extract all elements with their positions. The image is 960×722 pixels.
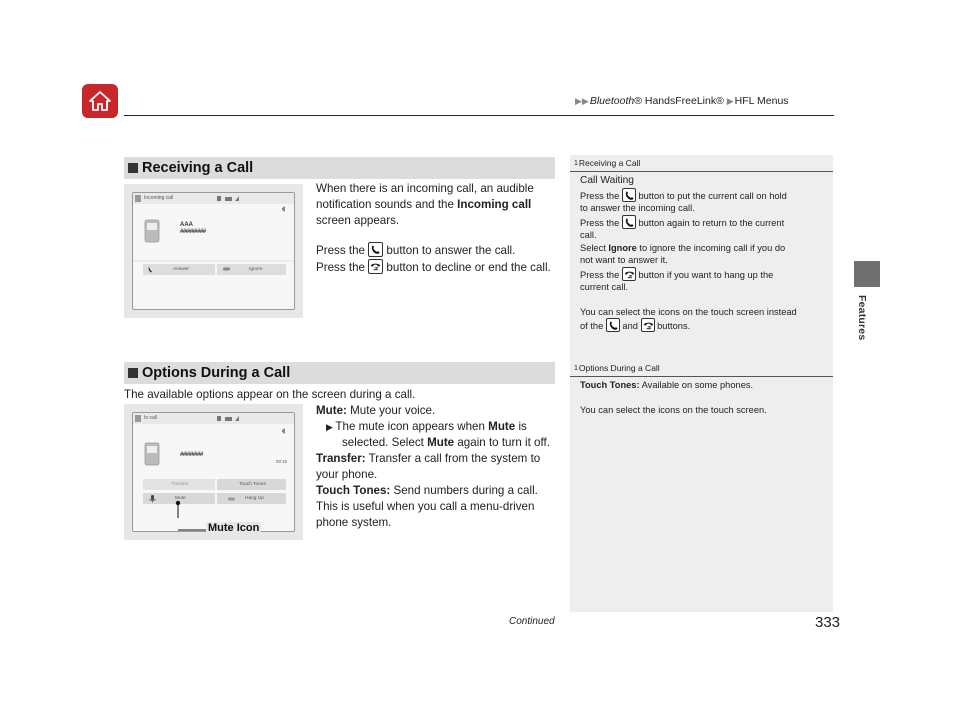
- heading-bullet-icon: [128, 368, 138, 378]
- breadcrumb-handsfreelink: ® HandsFreeLink®: [634, 95, 727, 107]
- hang-up-button-icon: [368, 259, 383, 274]
- phone-status-icon: [217, 416, 221, 421]
- volume-icon: [282, 428, 285, 434]
- options-during-call-title: Options During a Call: [142, 365, 291, 381]
- mute-icon-callout: Mute Icon: [208, 522, 260, 534]
- caller-number: #########: [180, 229, 206, 235]
- transfer-description-cont: your phone.: [316, 468, 378, 481]
- touch-tones-description-cont2: phone system.: [316, 516, 392, 529]
- mute-note-line-2: selected. Select Mute again to turn it off.: [342, 436, 550, 449]
- pick-up-button-icon: [606, 318, 620, 332]
- decline-instruction: Press the button to decline or end the call.: [316, 261, 551, 274]
- note-options-heading: 1Options During a Call: [570, 361, 833, 377]
- incoming-call-screen-art: [133, 193, 294, 309]
- options-during-call-heading: [124, 362, 555, 384]
- breadcrumb: [575, 95, 835, 107]
- receiving-text-line-2: notification sounds and the Incoming call: [316, 198, 532, 211]
- header-divider: [124, 115, 834, 116]
- mute-note-line-1: ▶ The mute icon appears when Mute is: [326, 420, 527, 433]
- note-line: Select Ignore to ignore the incoming call if you do: [580, 242, 786, 253]
- breadcrumb-hfl-menus[interactable]: HFL Menus: [734, 95, 789, 107]
- ignore-label[interactable]: Ignore: [249, 267, 263, 272]
- receiving-call-title: Receiving a Call: [142, 160, 254, 176]
- note-line: Press the button to put the current call on hold: [580, 188, 825, 203]
- answer-instruction: Press the button to answer the call.: [316, 244, 516, 257]
- call-timer: 00:15: [276, 459, 287, 464]
- note-options-body: [580, 379, 825, 416]
- section-tab-marker: [854, 261, 880, 287]
- bluetooth-status-icon: [135, 195, 141, 202]
- note-line: You can select the icons on the touch screen instead: [580, 306, 797, 317]
- incoming-call-screen: [132, 192, 295, 310]
- hang-up-button-icon: [641, 318, 655, 332]
- in-call-title: In call: [144, 415, 158, 421]
- volume-icon: [282, 206, 285, 212]
- answer-label[interactable]: Answer: [173, 267, 189, 272]
- note-line: not want to answer it.: [580, 255, 668, 265]
- pick-up-button-icon: [368, 242, 383, 257]
- mute-description: Mute: Mute your voice.: [316, 404, 436, 417]
- receiving-call-heading: [124, 157, 555, 179]
- incoming-call-term: Incoming call: [457, 198, 532, 211]
- battery-icon: [225, 417, 232, 421]
- options-description: [316, 403, 561, 531]
- continued-label: Continued: [509, 616, 555, 627]
- touch-tones-description-cont: This is useful when you call a menu-driven: [316, 500, 535, 513]
- mute-label[interactable]: Mute: [175, 496, 186, 501]
- receiving-text-line-1: When there is an incoming call, an audible: [316, 182, 534, 195]
- note-touch-tones: Touch Tones: Available on some phones.: [580, 380, 754, 390]
- ignore-icon: [223, 268, 230, 271]
- receiving-call-description: [316, 181, 556, 276]
- in-call-screen: [132, 412, 295, 532]
- note-line: You can select the icons on the touch screen.: [580, 404, 767, 415]
- pick-up-button-icon: [622, 188, 636, 202]
- touch-tones-label[interactable]: Touch Tones: [239, 482, 266, 487]
- mute-microphone-icon: [151, 495, 154, 500]
- note-line: Press the button if you want to hang up the: [580, 267, 825, 282]
- pick-up-button-icon: [622, 215, 636, 229]
- receiving-text-line-3: screen appears.: [316, 214, 400, 227]
- note-call-waiting: Call Waiting: [580, 175, 634, 186]
- in-call-number: ########: [180, 452, 203, 458]
- note-line: of the and buttons.: [580, 318, 825, 333]
- note-line: Press the button again to return to the current: [580, 215, 825, 230]
- hang-up-label[interactable]: Hang Up: [245, 496, 264, 501]
- note-receiving-call-body: [580, 175, 825, 333]
- callout-dot: [176, 501, 180, 505]
- transfer-label[interactable]: Transfer: [171, 482, 189, 487]
- page-number: 333: [815, 614, 841, 631]
- options-intro: The available options appear on the screen during a call.: [124, 388, 416, 401]
- home-icon: [88, 90, 112, 112]
- transfer-description: Transfer: Transfer a call from the system to: [316, 452, 541, 465]
- in-call-screenshot: [124, 404, 303, 540]
- note-line: current call.: [580, 282, 629, 292]
- heading-bullet-icon: [128, 163, 138, 173]
- note-line: call.: [580, 230, 597, 240]
- breadcrumb-arrow-icon: ▶▶: [575, 96, 589, 106]
- caller-name: AAA: [180, 222, 193, 228]
- note-line: to answer the incoming call.: [580, 203, 695, 213]
- hang-up-button-icon: [622, 267, 636, 281]
- incoming-call-screenshot: [124, 184, 303, 318]
- breadcrumb-arrow-icon: ▶: [726, 96, 734, 106]
- in-call-screen-art: [133, 413, 294, 531]
- home-button[interactable]: [82, 84, 118, 118]
- sub-arrow-icon: ▶: [326, 422, 336, 432]
- touch-tones-description: Touch Tones: Send numbers during a call.: [316, 484, 538, 497]
- bluetooth-status-icon: [135, 415, 141, 422]
- battery-icon: [225, 197, 232, 201]
- incoming-call-title: Incoming call: [144, 195, 174, 201]
- hang-up-icon: [228, 498, 235, 501]
- section-tab-label: Features: [856, 295, 868, 341]
- note-receiving-call-heading: 1Receiving a Call: [570, 156, 833, 172]
- breadcrumb-bluetooth: Bluetooth: [589, 95, 635, 107]
- phone-status-icon: [217, 196, 221, 201]
